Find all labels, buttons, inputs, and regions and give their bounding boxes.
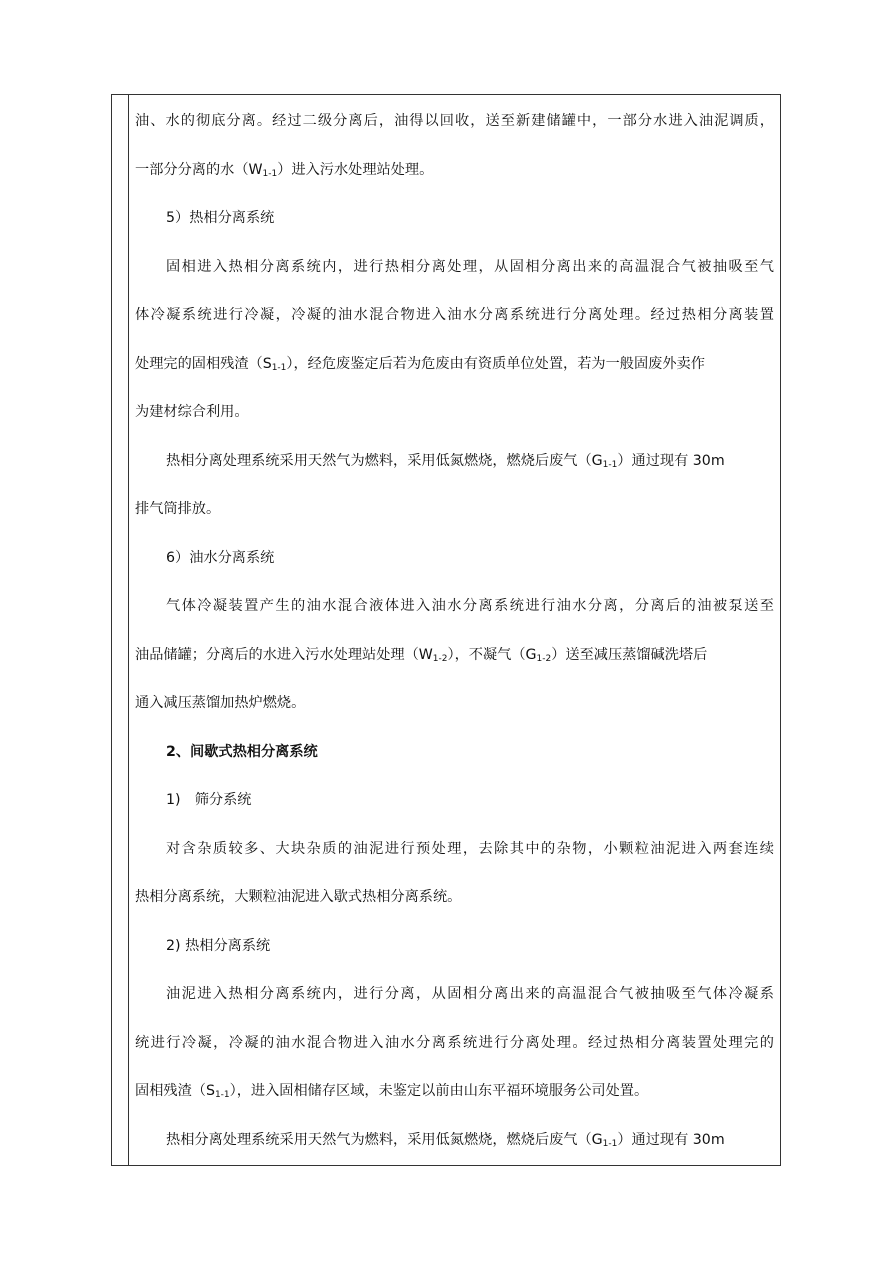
paragraph-line: 一部分分离的水$(W_{1-1})$进入污水处理站处理。 — [135, 162, 434, 179]
paragraph-line: 处理完的固相残渣$(S_{1-1})$，经危废鉴定后若为危废由有资质单位处置，若为一般固废外卖作 — [135, 356, 705, 373]
subheading-1: 1) 筛分系统 — [166, 792, 252, 808]
subheading-2: 2) 热相分离系统 — [166, 938, 271, 954]
paragraph-line: 固相残渣$(S_{1-1})$，进入固相储存区域，未鉴定以前由山东平福环境服务公司处置。 — [135, 1083, 649, 1100]
table-column-divider — [128, 95, 129, 1165]
paragraph-line: 油泥进入热相分离系统内，进行分离，从固相分离出来的高温混合气被抽吸至气体冷凝系 — [166, 986, 774, 1002]
document-frame — [111, 94, 781, 1166]
paragraph-line: 对含杂质较多、大块杂质的油泥进行预处理，去除其中的杂物，小颗粒油泥进入两套连续 — [166, 841, 774, 857]
subheading-5: 5）热相分离系统 — [166, 210, 275, 226]
paragraph-line: 统进行冷凝，冷凝的油水混合物进入油水分离系统进行分离处理。经过热相分离装置处理完的 — [135, 1035, 774, 1051]
paragraph-line: 气体冷凝装置产生的油水混合液体进入油水分离系统进行油水分离，分离后的油被泵送至 — [166, 598, 774, 614]
paragraph-line: 固相进入热相分离系统内，进行热相分离处理，从固相分离出来的高温混合气被抽吸至气 — [166, 259, 774, 275]
subheading-6: 6）油水分离系统 — [166, 550, 275, 566]
paragraph-line: 油品储罐；分离后的水进入污水处理站处理$(W_{1-2})$，不凝气$(G_{1-2})$送至减压蒸馏碱洗塔后 — [135, 647, 708, 664]
paragraph-line: 热相分离系统，大颗粒油泥进入歇式热相分离系统。 — [135, 889, 462, 905]
paragraph-line: 排气筒排放。 — [135, 501, 221, 517]
paragraph-line: 通入减压蒸馏加热炉燃烧。 — [135, 695, 306, 711]
paragraph-line: 为建材综合利用。 — [135, 404, 249, 420]
paragraph-line: 油、水的彻底分离。经过二级分离后，油得以回收，送至新建储罐中，一部分水进入油泥调质， — [135, 113, 774, 129]
section-heading: 2、间歇式热相分离系统 — [166, 744, 318, 760]
paragraph-line: 热相分离处理系统采用天然气为燃料，采用低氮燃烧，燃烧后废气$(G_{1-1})$通过现有 30m — [166, 1132, 725, 1149]
paragraph-line: 热相分离处理系统采用天然气为燃料，采用低氮燃烧，燃烧后废气$(G_{1-1})$通过现有 30m — [166, 453, 725, 470]
paragraph-line: 体冷凝系统进行冷凝，冷凝的油水混合物进入油水分离系统进行分离处理。经过热相分离装置 — [135, 307, 774, 323]
